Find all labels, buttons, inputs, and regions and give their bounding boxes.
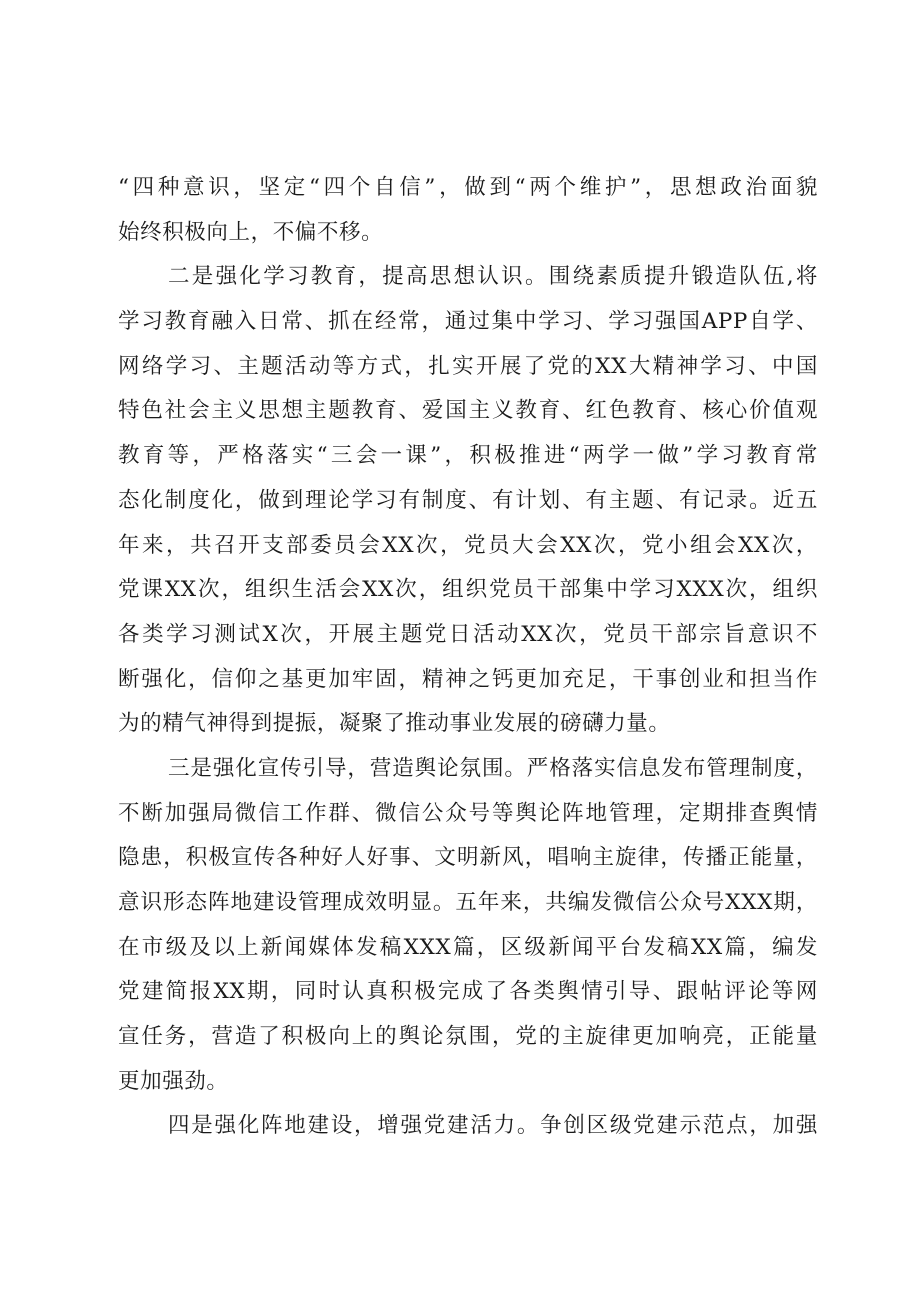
paragraph-start-line: 三是强化宣传引导，营造舆论氛围。严格落实信息发布管理制度， bbox=[168, 755, 818, 781]
body-text bbox=[118, 166, 818, 1149]
text-line: 意识形态阵地建设管理成效明显。五年来，共编发微信公众号XXX期， bbox=[118, 890, 818, 915]
text-line: 在市级及以上新闻媒体发稿XXX篇，区级新闻平台发稿XX篇，编发 bbox=[118, 934, 818, 960]
text-line: 为的精气神得到提振，凝聚了推动事业发展的磅礴力量。 bbox=[118, 711, 671, 737]
text-line: 断强化，信仰之基更加牢固，精神之钙更加充足，干事创业和担当作 bbox=[118, 666, 818, 692]
text-line: 宣任务，营造了积极向上的舆论氛围，党的主旋律更加响亮，正能量 bbox=[118, 1024, 818, 1050]
text-line: 隐患，积极宣传各种好人好事、文明新风，唱响主旋律，传播正能量， bbox=[118, 845, 818, 871]
paragraph-start-line: 四是强化阵地建设，增强党建活力。争创区级党建示范点，加强 bbox=[168, 1113, 818, 1139]
text-line: “四种意识，坚定“四个自信”，做到“两个维护”，思想政治面貌 bbox=[118, 175, 818, 200]
text-line: 网络学习、主题活动等方式，扎实开展了党的XX大精神学习、中国 bbox=[118, 353, 818, 379]
paragraph-start-line: 二是强化学习教育，提高思想认识。围绕素质提升锻造队伍,将 bbox=[168, 264, 818, 290]
text-line: 特色社会主义思想主题教育、爱国主义教育、红色教育、核心价值观 bbox=[118, 398, 818, 424]
text-line: 年来，共召开支部委员会XX次，党员大会XX次，党小组会XX次， bbox=[118, 532, 818, 558]
text-line: 党课XX次，组织生活会XX次，组织党员干部集中学习XXX次，组织 bbox=[118, 577, 818, 603]
text-line: 更加强劲。 bbox=[118, 1068, 229, 1094]
text-line: 始终积极向上，不偏不移。 bbox=[118, 219, 384, 245]
text-line: 态化制度化，做到理论学习有制度、有计划、有主题、有记录。近五 bbox=[118, 487, 818, 513]
text-line: 各类学习测试X次，开展主题党日活动XX次，党员干部宗旨意识不 bbox=[118, 621, 818, 647]
text-line: 教育等，严格落实“三会一课”，积极推进“两学一做”学习教育常 bbox=[118, 443, 818, 469]
text-line: 学习教育融入日常、抓在经常，通过集中学习、学习强国APP自学、 bbox=[118, 309, 818, 335]
text-line: 不断加强局微信工作群、微信公众号等舆论阵地管理，定期排查舆情 bbox=[118, 800, 818, 826]
text-line: 党建简报XX期，同时认真积极完成了各类舆情引导、跟帖评论等网 bbox=[118, 979, 818, 1005]
